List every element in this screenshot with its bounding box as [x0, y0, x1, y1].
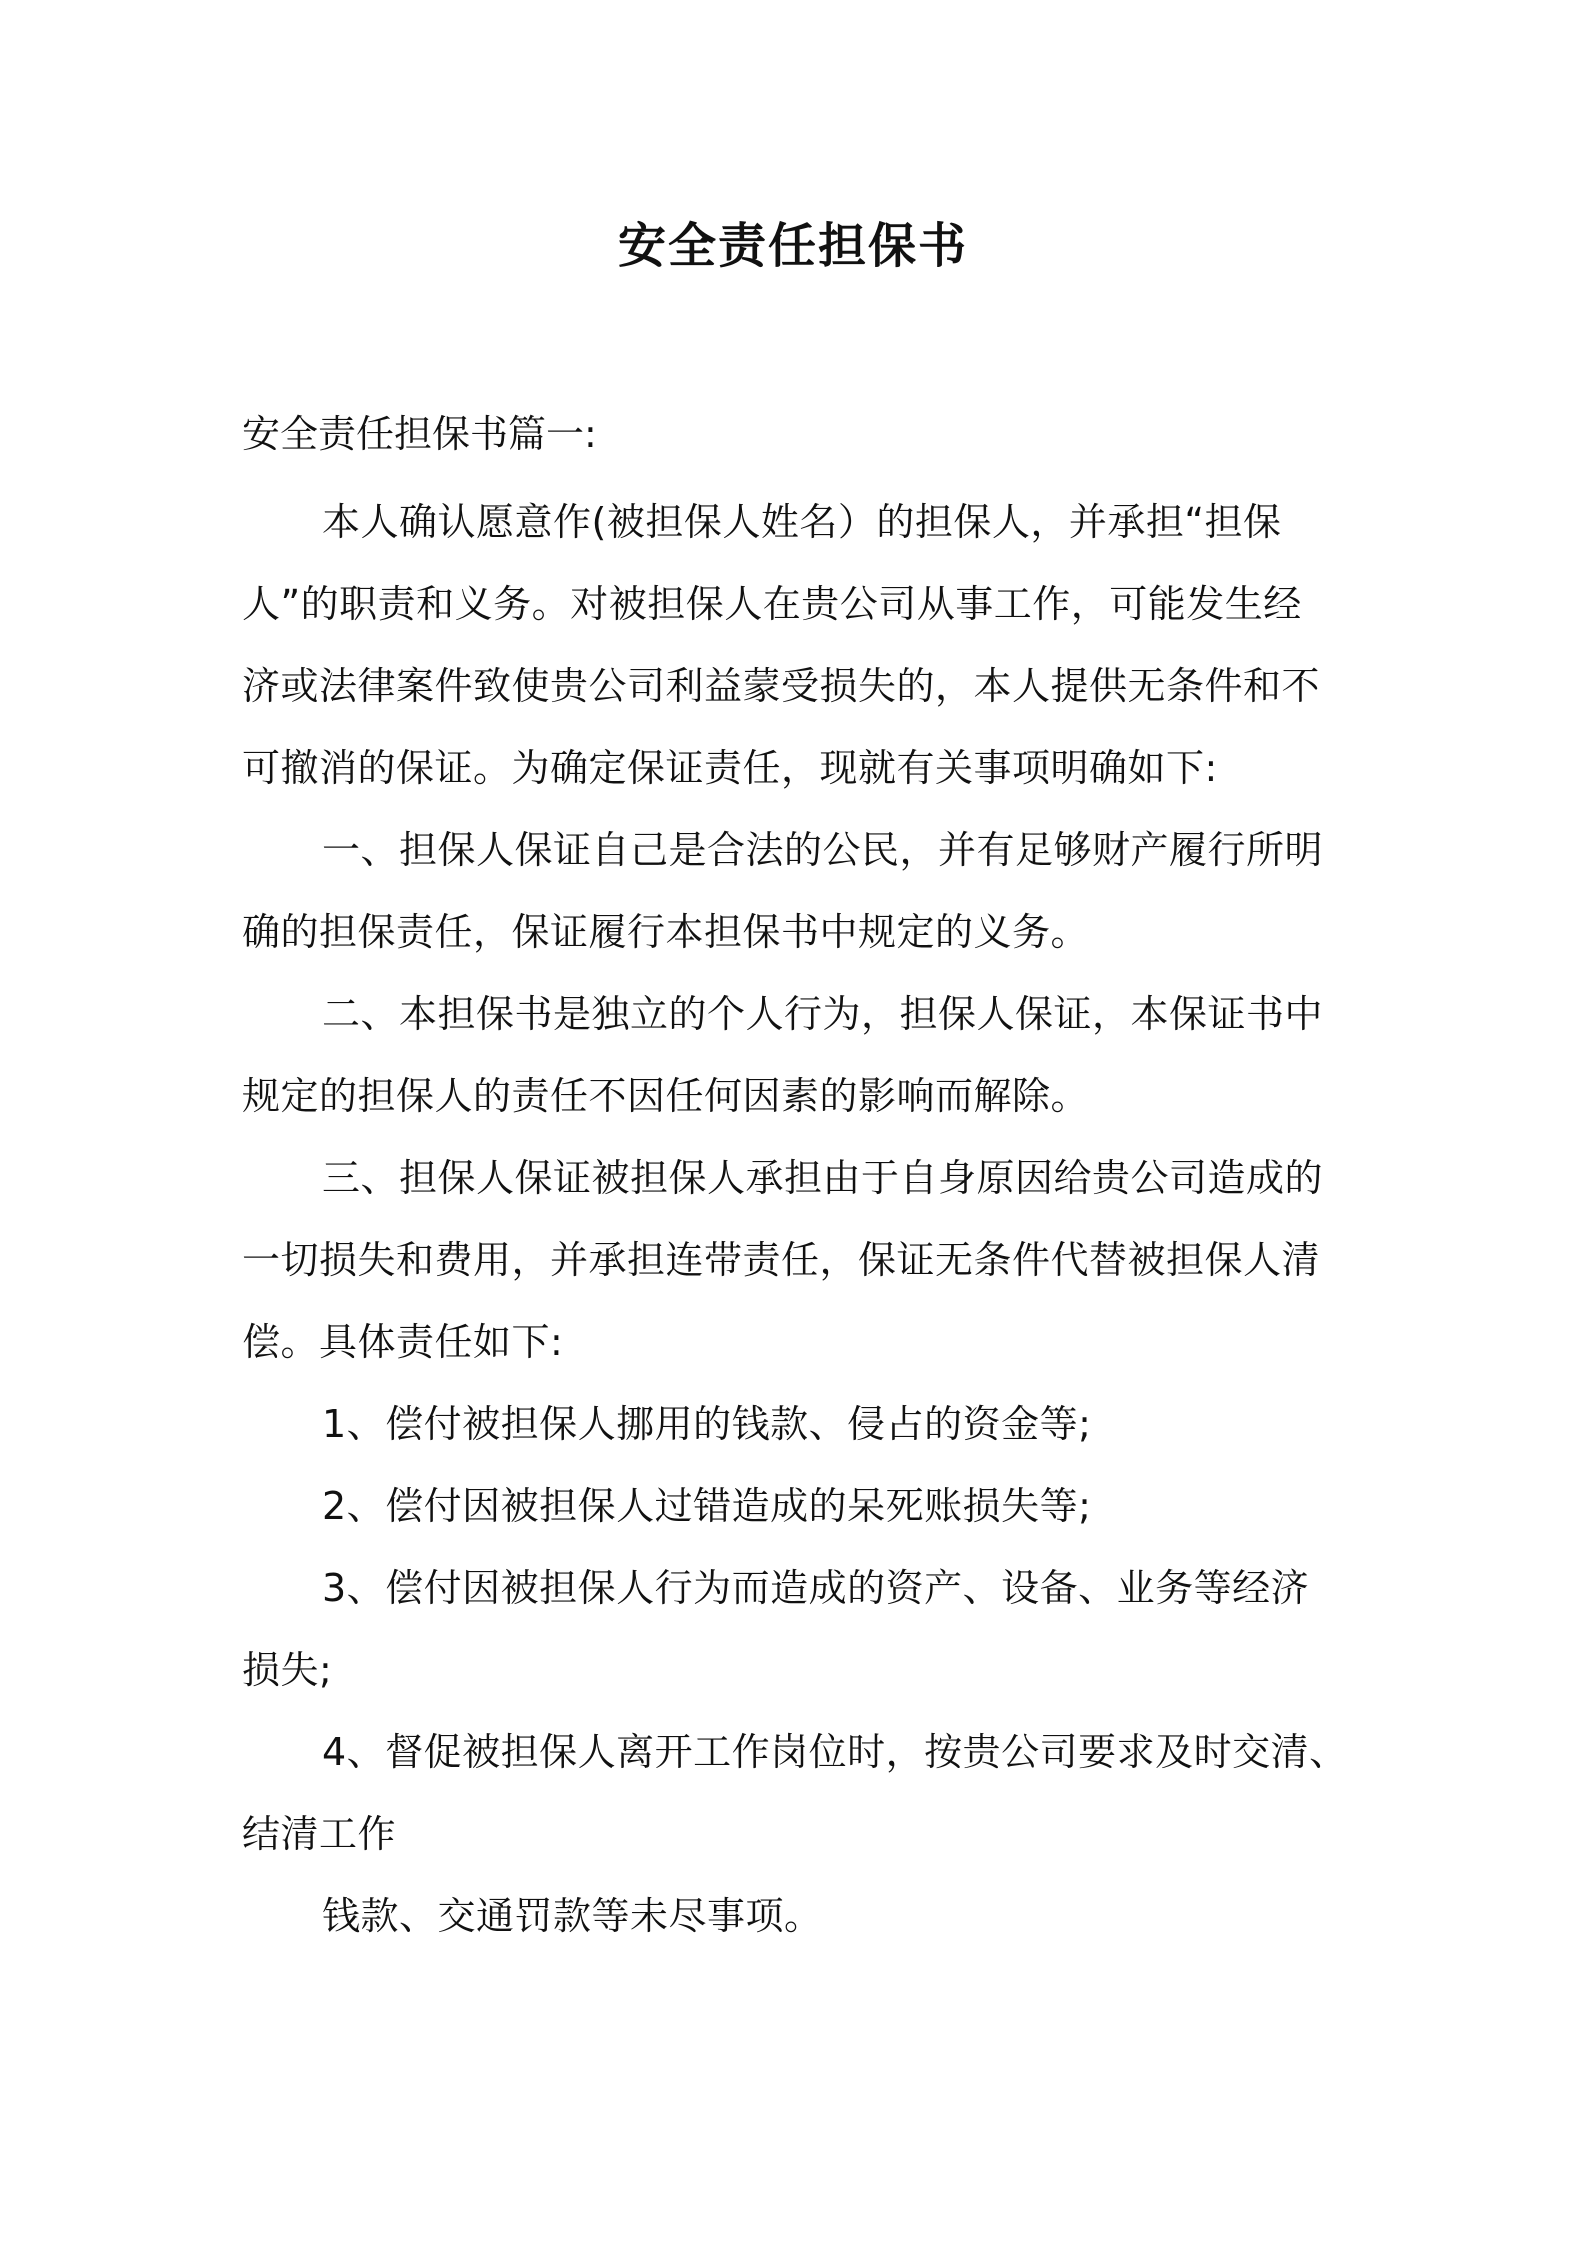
paragraph-3-line-2: 规定的担保人的责任不因任何因素的影响而解除。 [242, 1074, 1090, 1118]
paragraph-1-line-2: 人”的职责和义务。对被担保人在贵公司从事工作，可能发生经 [242, 582, 1302, 626]
document-title: 安全责任担保书 [617, 218, 968, 274]
paragraph-3-line-1: 二、本担保书是独立的个人行为，担保人保证，本保证书中 [322, 992, 1324, 1036]
paragraph-4-line-1: 三、担保人保证被担保人承担由于自身原因给贵公司造成的 [322, 1156, 1324, 1200]
paragraph-1-line-3: 济或法律案件致使贵公司利益蒙受损失的，本人提供无条件和不 [242, 664, 1321, 708]
list-item-3-line-2: 损失; [242, 1648, 333, 1692]
paragraph-2-line-2: 确的担保责任，保证履行本担保书中规定的义务。 [242, 910, 1090, 954]
list-item-4-line-2: 结清工作 [242, 1812, 397, 1856]
paragraph-2-line-1: 一、担保人保证自己是合法的公民，并有足够财产履行所明 [322, 828, 1324, 872]
list-item-3-line-1: 3、偿付因被担保人行为而造成的资产、设备、业务等经济 [322, 1566, 1310, 1610]
paragraph-1-line-4: 可撤消的保证。为确定保证责任，现就有关事项明确如下: [242, 746, 1218, 790]
paragraph-4-line-3: 偿。具体责任如下: [242, 1320, 564, 1364]
section-heading: 安全责任担保书篇一: [242, 412, 597, 456]
list-item-2: 2、偿付因被担保人过错造成的呆死账损失等; [322, 1484, 1092, 1528]
paragraph-5-line-1: 钱款、交通罚款等未尽事项。 [322, 1894, 823, 1938]
paragraph-4-line-2: 一切损失和费用，并承担连带责任，保证无条件代替被担保人清 [242, 1238, 1321, 1282]
list-item-1: 1、偿付被担保人挪用的钱款、侵占的资金等; [322, 1402, 1092, 1446]
paragraph-1-line-1: 本人确认愿意作(被担保人姓名）的担保人，并承担“担保 [322, 500, 1282, 544]
list-item-4-line-1: 4、督促被担保人离开工作岗位时，按贵公司要求及时交清、 [322, 1730, 1348, 1774]
